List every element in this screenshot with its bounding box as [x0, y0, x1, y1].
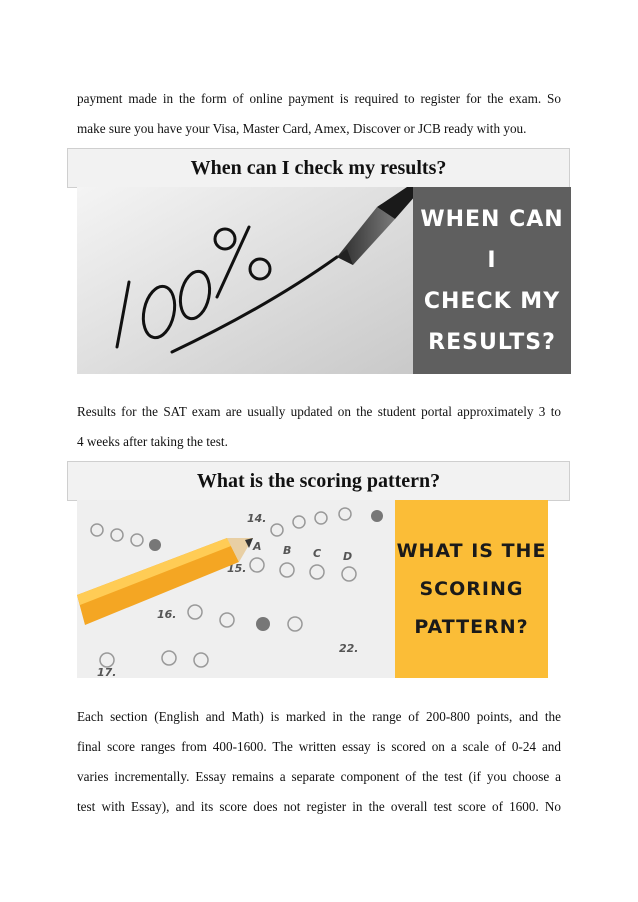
scoring-banner-line-1: WHAT IS THE [396, 540, 547, 562]
scoring-line-4: test with Essay), and its score does not register in the overall test score of 1600. No [77, 799, 561, 814]
scoring-heading-text: What is the scoring pattern? [196, 469, 441, 492]
intro-line-1: payment made in the form of online payment is required to register for the exam. So [77, 91, 561, 106]
results-banner-caption [413, 187, 571, 374]
sheet-number-15: 15. [227, 562, 247, 575]
intro-paragraph [77, 84, 561, 144]
scoring-line-3: varies incrementally. Essay remains a separate component of the test (if you choose a [77, 769, 561, 784]
results-heading [67, 148, 570, 188]
results-banner-line-2: CHECK MY [423, 288, 561, 314]
scoring-line-1: Each section (English and Math) is marked in the range of 200-800 points, and the [77, 709, 561, 724]
sheet-letter-d: D [343, 550, 353, 563]
scoring-heading [67, 461, 570, 501]
sheet-number-22: 22. [339, 642, 359, 655]
results-heading-text: When can I check my results? [190, 156, 447, 179]
sheet-letter-a: A [253, 540, 262, 553]
results-banner-line-3: RESULTS? [428, 329, 556, 355]
sheet-letter-b: B [283, 544, 292, 557]
scoring-line-2: final score ranges from 400-1600. The written essay is scored on a scale of 0-24 and [77, 739, 561, 754]
scoring-paragraph [77, 702, 561, 822]
intro-line-2: make sure you have your Visa, Master Card, Amex, Discover or JCB ready with you. [77, 121, 527, 136]
results-paragraph [77, 397, 561, 457]
scoring-banner-image [77, 500, 548, 678]
results-banner-line-1: WHEN CAN I [420, 206, 564, 273]
sheet-number-17: 17. [97, 666, 117, 678]
results-line-2: 4 weeks after taking the test. [77, 434, 228, 449]
sheet-number-16: 16. [157, 608, 177, 621]
scoring-banner-caption [395, 500, 548, 678]
results-line-1: Results for the SAT exam are usually updated on the student portal approximately 3 to [77, 404, 561, 419]
scoring-banner-line-3: PATTERN? [414, 616, 529, 638]
sheet-letter-c: C [313, 547, 322, 560]
sheet-number-14: 14. [247, 512, 267, 525]
results-banner-image [77, 187, 571, 374]
scoring-banner-line-2: SCORING [419, 578, 524, 600]
